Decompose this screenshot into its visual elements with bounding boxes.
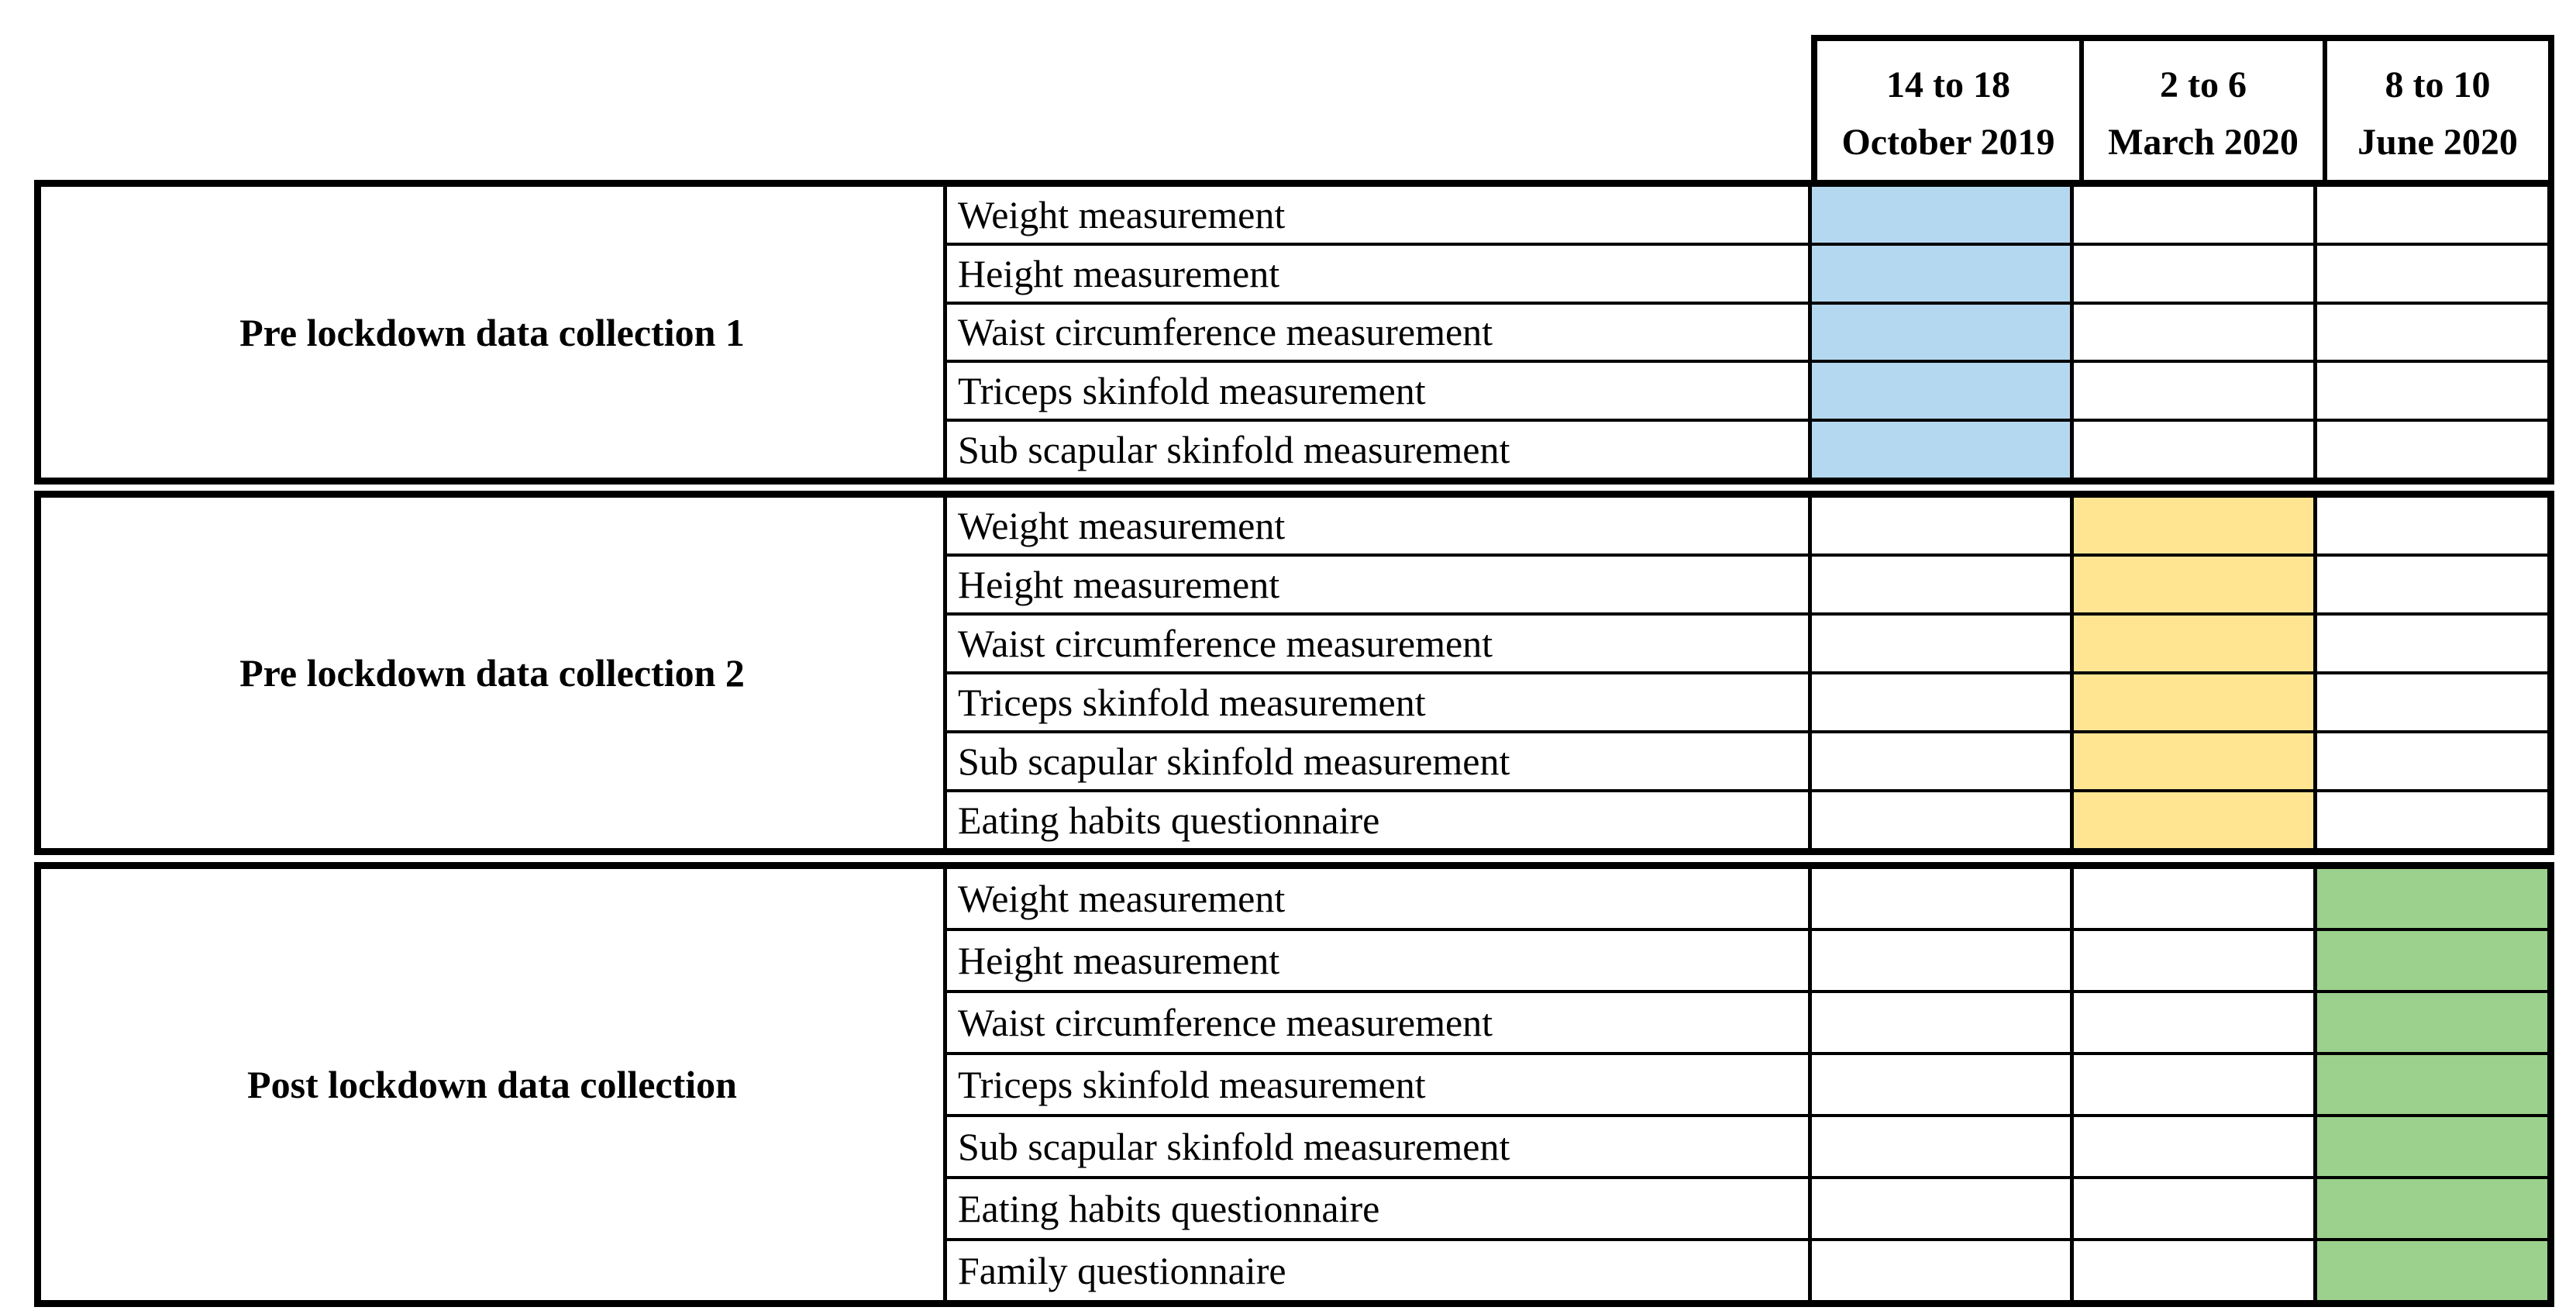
cell-march-2020 (2074, 931, 2317, 990)
cell-june-2020 (2317, 363, 2547, 419)
cell-march-2020 (2074, 187, 2317, 243)
cell-october-2019 (1812, 931, 2074, 990)
group-pre-lockdown-1 (34, 180, 2554, 485)
item-label: Height measurement (947, 246, 1812, 302)
table-row (947, 730, 2547, 789)
table-row (947, 869, 2547, 928)
cell-june-2020-filled (2317, 1241, 2547, 1300)
cell-june-2020 (2317, 498, 2547, 554)
cell-june-2020 (2317, 557, 2547, 612)
cell-october-2019-filled (1812, 422, 2074, 478)
cell-june-2020-filled (2317, 1179, 2547, 1238)
item-label: Height measurement (947, 931, 1812, 990)
cell-june-2020-filled (2317, 869, 2547, 928)
cell-june-2020-filled (2317, 931, 2547, 990)
group-rows (947, 187, 2547, 478)
table-row (947, 671, 2547, 730)
cell-october-2019-filled (1812, 187, 2074, 243)
cell-june-2020 (2317, 422, 2547, 478)
item-label: Sub scapular skinfold measurement (947, 422, 1812, 478)
table-row (947, 302, 2547, 360)
table-row (947, 990, 2547, 1052)
cell-october-2019 (1812, 616, 2074, 671)
cell-march-2020-filled (2074, 733, 2317, 789)
table-row (947, 789, 2547, 848)
table-row (947, 554, 2547, 612)
item-label: Weight measurement (947, 187, 1812, 243)
cell-march-2020 (2074, 1179, 2317, 1238)
cell-march-2020-filled (2074, 792, 2317, 848)
item-label: Sub scapular skinfold measurement (947, 733, 1812, 789)
cell-march-2020-filled (2074, 674, 2317, 730)
cell-march-2020-filled (2074, 616, 2317, 671)
cell-march-2020 (2074, 993, 2317, 1052)
column-header-line2: March 2020 (2108, 121, 2299, 163)
cell-march-2020-filled (2074, 498, 2317, 554)
cell-october-2019 (1812, 1241, 2074, 1300)
item-label: Weight measurement (947, 498, 1812, 554)
cell-march-2020 (2074, 1055, 2317, 1114)
item-label: Triceps skinfold measurement (947, 363, 1812, 419)
table-row (947, 360, 2547, 419)
item-label: Family questionnaire (947, 1241, 1812, 1300)
cell-june-2020 (2317, 616, 2547, 671)
group-label: Pre lockdown data collection 2 (41, 498, 947, 848)
table-row (947, 1052, 2547, 1114)
item-label: Triceps skinfold measurement (947, 1055, 1812, 1114)
group-label: Post lockdown data collection (41, 869, 947, 1300)
cell-march-2020 (2074, 305, 2317, 360)
cell-october-2019 (1812, 557, 2074, 612)
cell-october-2019 (1812, 1117, 2074, 1176)
table-row (947, 419, 2547, 478)
cell-june-2020-filled (2317, 993, 2547, 1052)
item-label: Waist circumference measurement (947, 305, 1812, 360)
cell-march-2020 (2074, 422, 2317, 478)
cell-october-2019 (1812, 733, 2074, 789)
cell-october-2019-filled (1812, 363, 2074, 419)
table-row (947, 1114, 2547, 1176)
column-header-june-2020 (2323, 41, 2548, 186)
cell-october-2019 (1812, 498, 2074, 554)
cell-march-2020 (2074, 363, 2317, 419)
column-header-line1: 14 to 18 (1886, 64, 2010, 105)
group-post-lockdown (34, 862, 2554, 1307)
column-header-line1: 2 to 6 (2160, 64, 2247, 105)
cell-october-2019 (1812, 1179, 2074, 1238)
date-column-headers (1811, 35, 2554, 186)
cell-october-2019 (1812, 792, 2074, 848)
table-row (947, 187, 2547, 243)
item-label: Weight measurement (947, 869, 1812, 928)
cell-june-2020-filled (2317, 1117, 2547, 1176)
table-row (947, 1238, 2547, 1300)
column-header-line1: 8 to 10 (2385, 64, 2491, 105)
cell-june-2020 (2317, 733, 2547, 789)
cell-october-2019 (1812, 993, 2074, 1052)
table-row (947, 498, 2547, 554)
item-label: Sub scapular skinfold measurement (947, 1117, 1812, 1176)
table-row (947, 243, 2547, 302)
item-label: Eating habits questionnaire (947, 1179, 1812, 1238)
table-row (947, 1176, 2547, 1238)
group-rows (947, 869, 2547, 1300)
item-label: Waist circumference measurement (947, 616, 1812, 671)
cell-october-2019 (1812, 869, 2074, 928)
cell-march-2020 (2074, 869, 2317, 928)
cell-march-2020-filled (2074, 557, 2317, 612)
cell-june-2020 (2317, 305, 2547, 360)
cell-march-2020 (2074, 1241, 2317, 1300)
cell-october-2019 (1812, 674, 2074, 730)
group-rows (947, 498, 2547, 848)
table-row (947, 612, 2547, 671)
cell-march-2020 (2074, 246, 2317, 302)
cell-march-2020 (2074, 1117, 2317, 1176)
item-label: Eating habits questionnaire (947, 792, 1812, 848)
cell-october-2019 (1812, 1055, 2074, 1114)
column-header-line2: June 2020 (2357, 121, 2518, 163)
cell-june-2020 (2317, 187, 2547, 243)
cell-june-2020 (2317, 674, 2547, 730)
column-header-line2: October 2019 (1841, 121, 2055, 163)
table-row (947, 928, 2547, 990)
item-label: Height measurement (947, 557, 1812, 612)
item-label: Waist circumference measurement (947, 993, 1812, 1052)
item-label: Triceps skinfold measurement (947, 674, 1812, 730)
cell-june-2020-filled (2317, 1055, 2547, 1114)
column-header-october-2019 (1817, 41, 2079, 186)
cell-june-2020 (2317, 246, 2547, 302)
cell-october-2019-filled (1812, 246, 2074, 302)
column-header-march-2020 (2079, 41, 2323, 186)
cell-october-2019-filled (1812, 305, 2074, 360)
group-label: Pre lockdown data collection 1 (41, 187, 947, 478)
group-pre-lockdown-2 (34, 491, 2554, 855)
cell-june-2020 (2317, 792, 2547, 848)
